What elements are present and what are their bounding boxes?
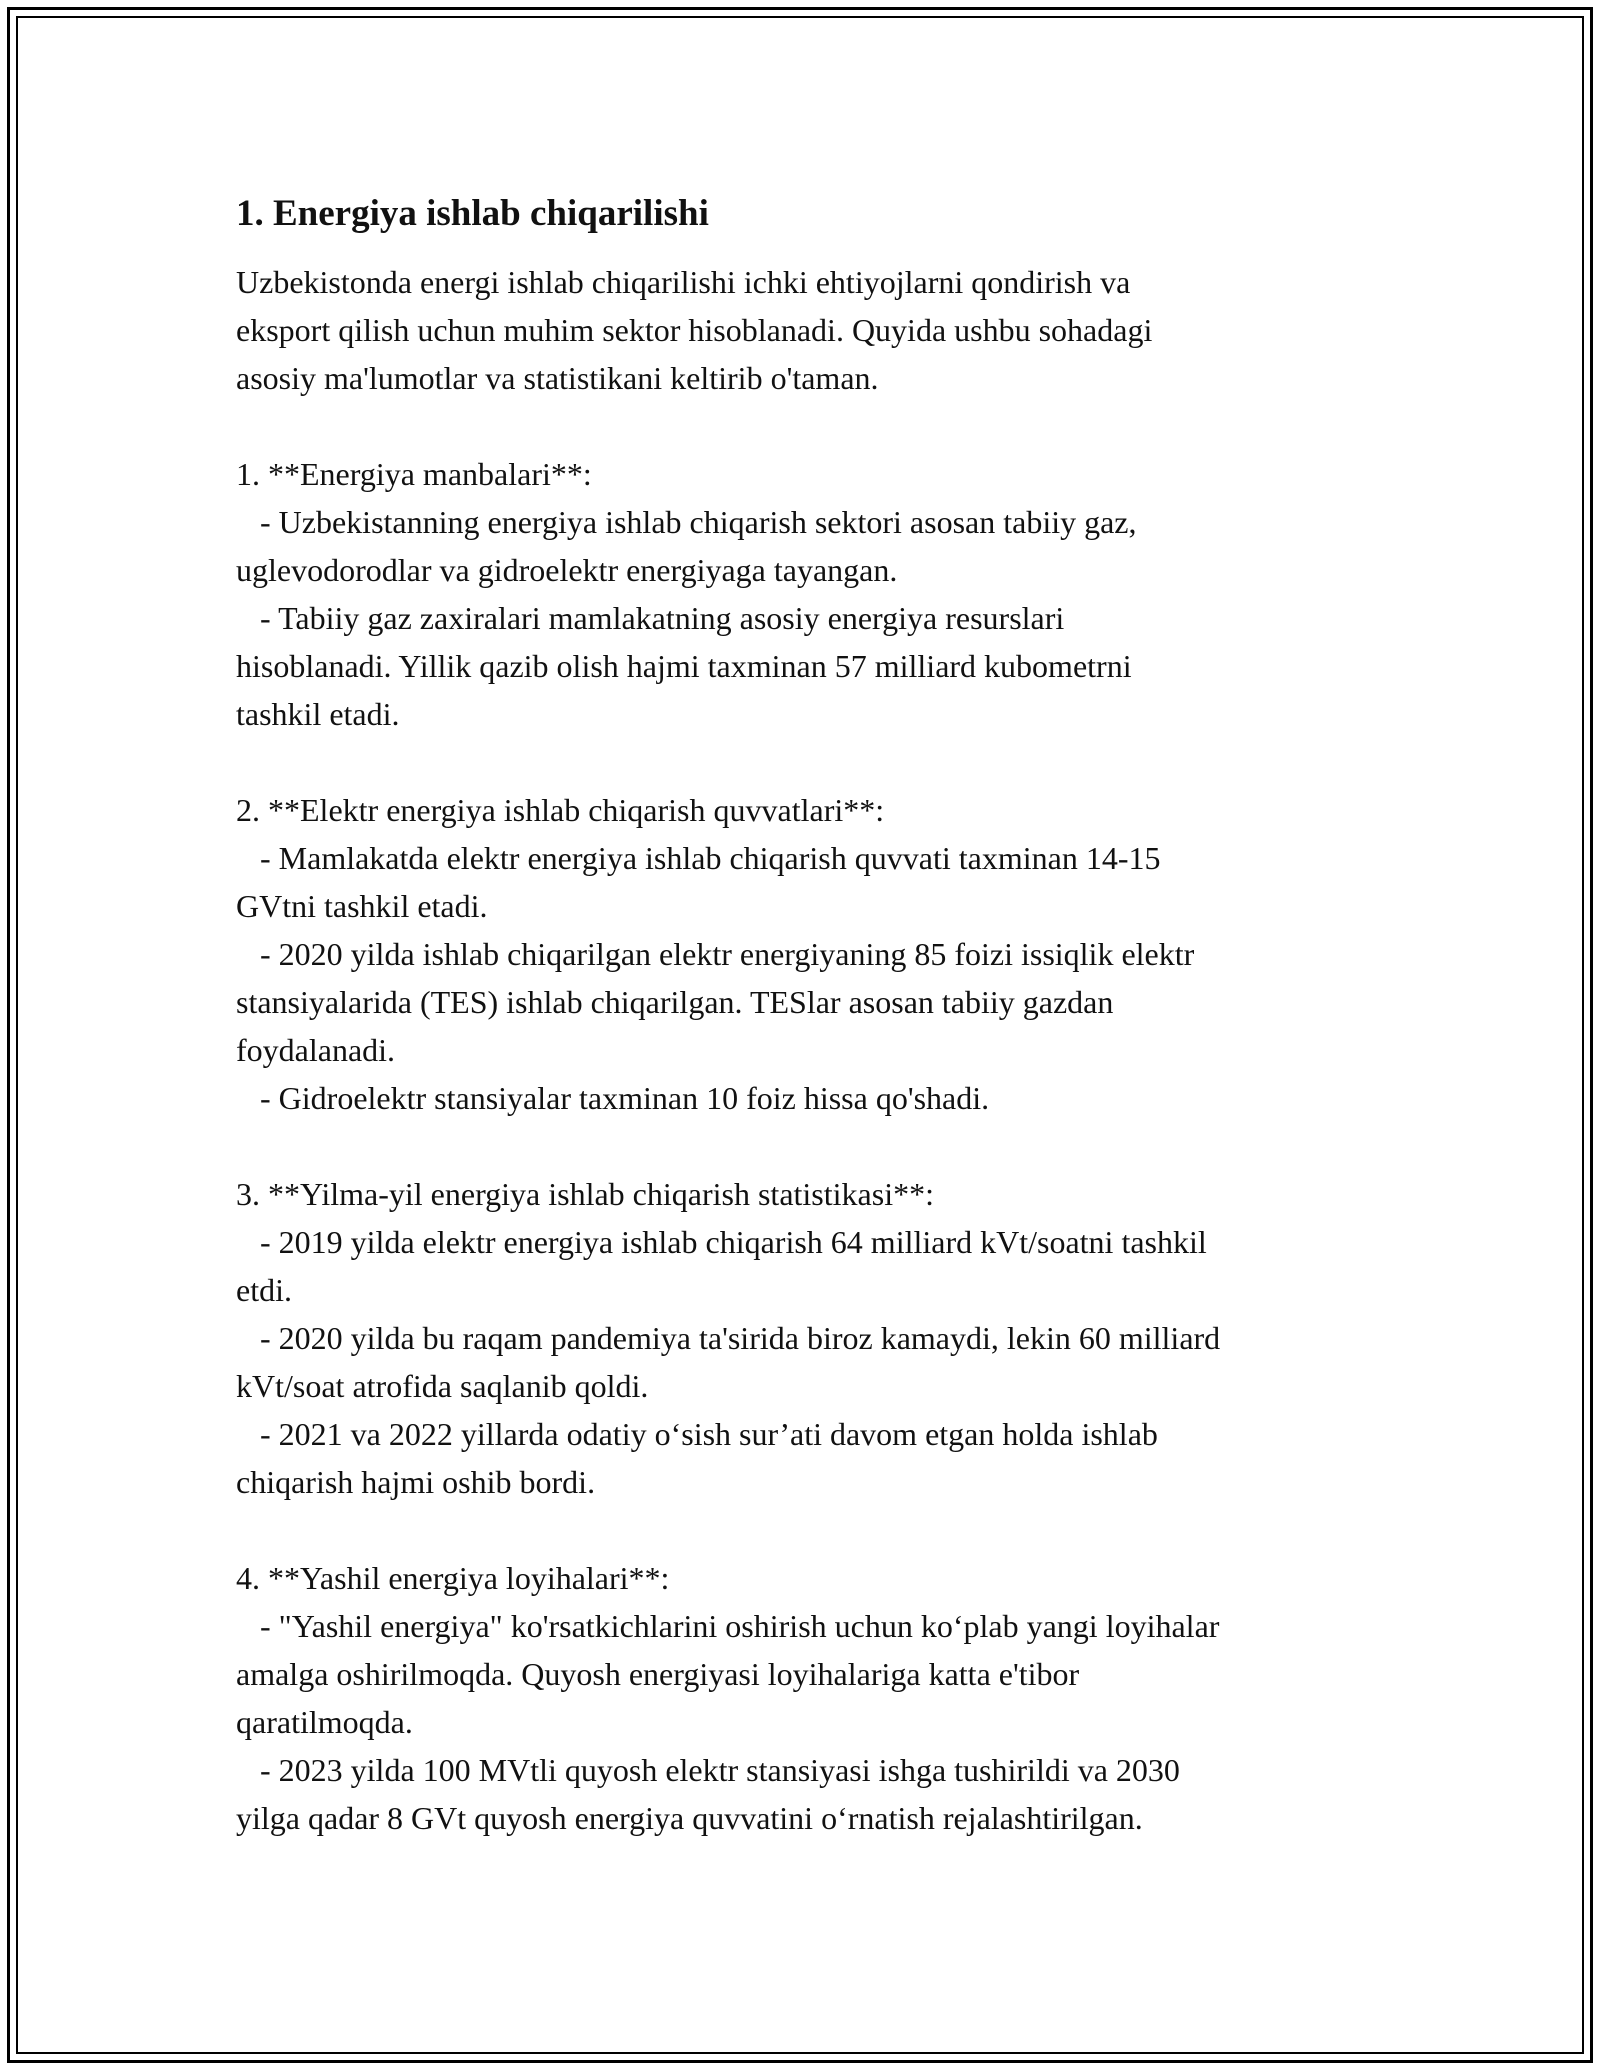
text-line: hisoblanadi. Yillik qazib olish hajmi taxminan 57 milliard kubometrni xyxy=(236,648,1132,684)
text-line: Uzbekistonda energi ishlab chiqarilishi ichki ehtiyojlarni qondirish va xyxy=(236,264,1131,300)
text-line: tashkil etadi. xyxy=(236,696,400,732)
text-line: kVt/soat atrofida saqlanib qoldi. xyxy=(236,1368,649,1404)
text-line xyxy=(236,402,1406,450)
text-line: yilga qadar 8 GVt quyosh energiya quvvatini o‘rnatish rejalashtirilgan. xyxy=(236,1800,1143,1836)
text-line: foydalanadi. xyxy=(236,1032,396,1068)
text-line: - 2021 va 2022 yillarda odatiy o‘sish sur’ati davom etgan holda ishlab xyxy=(236,1416,1158,1452)
text-line: eksport qilish uchun muhim sektor hisoblanadi. Quyida ushbu sohadagi xyxy=(236,312,1153,348)
text-line: 3. **Yilma-yil energiya ishlab chiqarish statistikasi**: xyxy=(236,1176,934,1212)
text-line: - Tabiiy gaz zaxiralari mamlakatning asosiy energiya resurslari xyxy=(236,600,1065,636)
document-text xyxy=(236,258,1406,1842)
text-line: - Uzbekistanning energiya ishlab chiqarish sektori asosan tabiiy gaz, xyxy=(236,504,1137,540)
text-line: stansiyalarida (TES) ishlab chiqarilgan. TESlar asosan tabiiy gazdan xyxy=(236,984,1114,1020)
text-line: 4. **Yashil energiya loyihalari**: xyxy=(236,1560,670,1596)
text-line: - 2020 yilda bu raqam pandemiya ta'sirida biroz kamaydi, lekin 60 milliard xyxy=(236,1320,1221,1356)
text-line: - 2020 yilda ishlab chiqarilgan elektr energiyaning 85 foizi issiqlik elektr xyxy=(236,936,1195,972)
text-line xyxy=(236,1506,1406,1554)
text-line: 1. **Energiya manbalari**: xyxy=(236,456,592,492)
text-line: GVtni tashkil etadi. xyxy=(236,888,488,924)
document-title: 1. Energiya ishlab chiqarilishi xyxy=(236,193,709,234)
text-line: - 2019 yilda elektr energiya ishlab chiqarish 64 milliard kVt/soatni tashkil xyxy=(236,1224,1207,1260)
text-line xyxy=(236,1122,1406,1170)
text-line: chiqarish hajmi oshib bordi. xyxy=(236,1464,596,1500)
text-line: - "Yashil energiya" ko'rsatkichlarini oshirish uchun ko‘plab yangi loyihalar xyxy=(236,1608,1220,1644)
text-line: amalga oshirilmoqda. Quyosh energiyasi loyihalariga katta e'tibor xyxy=(236,1656,1080,1692)
text-line: - 2023 yilda 100 MVtli quyosh elektr stansiyasi ishga tushirildi va 2030 xyxy=(236,1752,1180,1788)
text-line: - Gidroelektr stansiyalar taxminan 10 foiz hissa qo'shadi. xyxy=(236,1080,990,1116)
text-line: etdi. xyxy=(236,1272,292,1308)
text-line: 2. **Elektr energiya ishlab chiqarish quvvatlari**: xyxy=(236,792,885,828)
text-line: - Mamlakatda elektr energiya ishlab chiqarish quvvati taxminan 14-15 xyxy=(236,840,1161,876)
text-line: uglevodorodlar va gidroelektr energiyaga tayangan. xyxy=(236,552,898,588)
document-body xyxy=(236,190,1406,1842)
text-line: qaratilmoqda. xyxy=(236,1704,413,1740)
text-line xyxy=(236,738,1406,786)
text-line: asosiy ma'lumotlar va statistikani keltirib o'taman. xyxy=(236,360,879,396)
